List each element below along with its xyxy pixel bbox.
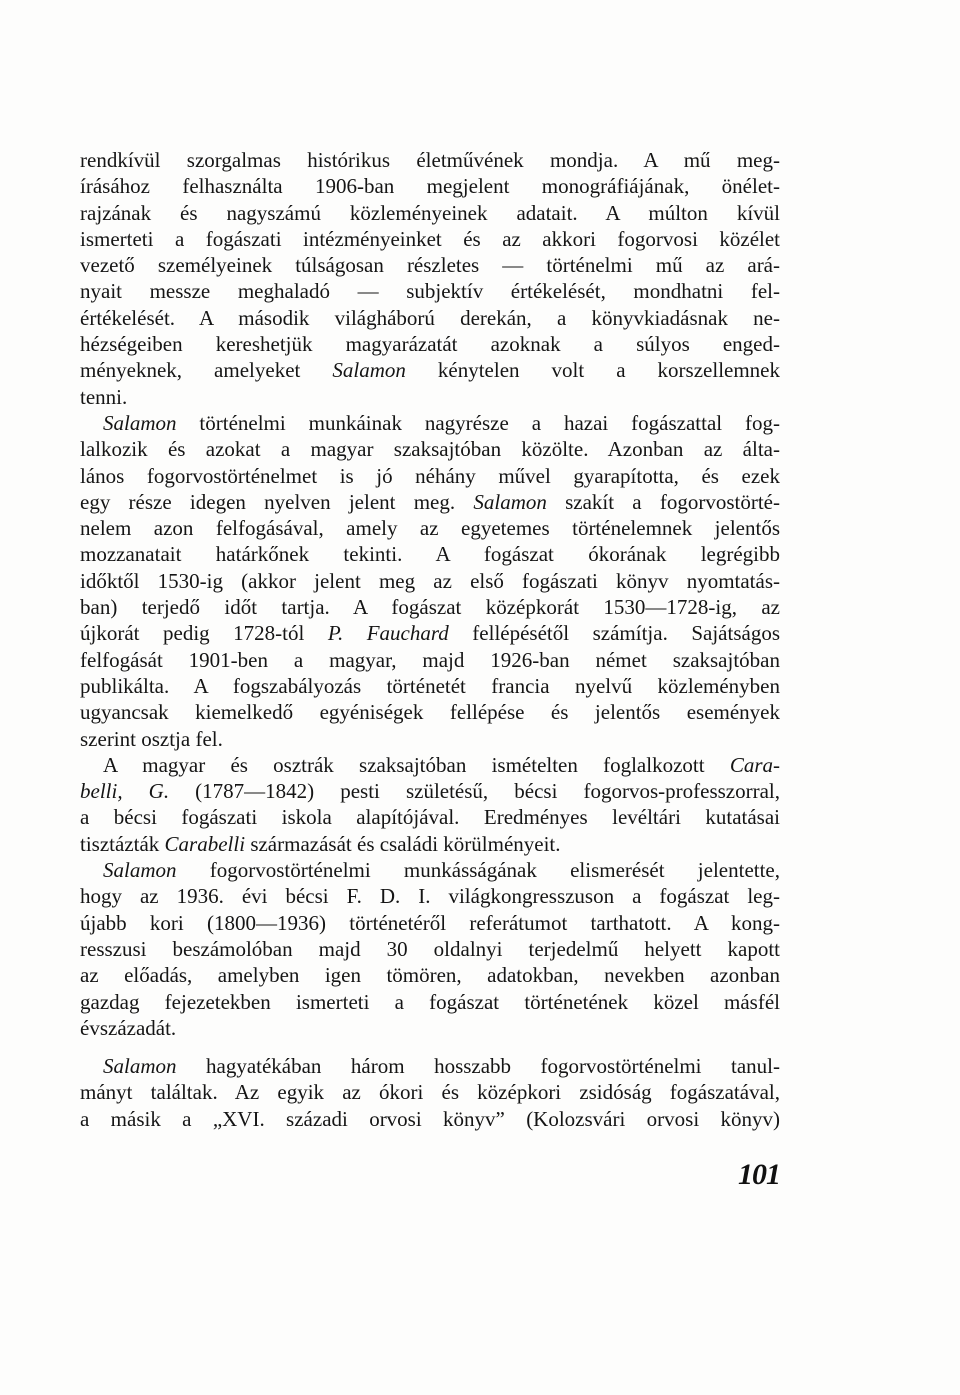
text-run: a másik a „XVI. századi orvosi könyv” (Kolozsvári orvosi könyv) <box>80 1106 780 1131</box>
italic-text-run: P. Fauchard <box>327 621 449 646</box>
text-run: újkorát pedig 1728-tól <box>80 621 328 646</box>
text-line <box>80 699 780 725</box>
text-line <box>80 410 780 436</box>
italic-text-run: Salamon <box>103 1054 177 1079</box>
text-run: tisztázták <box>80 831 165 856</box>
text-line <box>80 989 780 1015</box>
paragraph <box>80 752 780 857</box>
text-line <box>80 804 780 830</box>
text-run: egy része idegen nyelven jelent meg. <box>80 489 474 514</box>
text-run: rajzának és nagyszámú közleményeinek adatait. A múlton kívül <box>80 200 780 225</box>
text-run: lalkozik és azokat a magyar szaksajtóban közölte. Azonban az álta- <box>80 437 780 462</box>
text-run: A magyar és osztrák szaksajtóban ismételten foglalkozott <box>103 752 730 777</box>
text-line <box>80 515 780 541</box>
italic-text-run: Salamon <box>473 489 547 514</box>
text-run: fellépésétől számítja. Sajátságos <box>448 621 780 646</box>
text-run: lános fogorvostörténelmet is jó néhány művel gyarapította, és ezek <box>80 463 780 488</box>
text-line <box>80 647 780 673</box>
text-line <box>80 331 780 357</box>
text-line <box>80 463 780 489</box>
text-line <box>80 673 780 699</box>
text-line <box>80 752 780 778</box>
page-number: 101 <box>738 1158 780 1191</box>
text-run: értékelését. A második világháború derekán, a könyvkiadásnak ne- <box>80 305 780 330</box>
text-run: mozzanatait határkőnek tekinti. A fogászat ókorának legrégibb <box>80 542 780 567</box>
text-run: a bécsi fogászati iskola alapítójával. Eredményes levéltári kutatásai <box>80 805 780 830</box>
text-line <box>80 831 780 857</box>
text-line <box>80 568 780 594</box>
text-run: gazdag fejezetekben ismerteti a fogászat történetének közel másfél <box>80 989 780 1014</box>
text-line <box>80 489 780 515</box>
text-run: évszázadát. <box>80 1015 177 1040</box>
text-line <box>80 594 780 620</box>
text-line <box>80 384 780 410</box>
text-line <box>80 857 780 883</box>
page-body-text <box>80 147 780 1132</box>
text-line <box>80 305 780 331</box>
text-run: időktől 1530-ig (akkor jelent meg az első fogászati könyv nyomtatás- <box>80 568 780 593</box>
text-line <box>80 620 780 646</box>
text-line <box>80 910 780 936</box>
text-run: újabb kori (1800—1936) történetéről referátumot tarthatott. A kong- <box>80 910 780 935</box>
text-run: felfogását 1901-ben a magyar, majd 1926-ban német szaksajtóban <box>80 647 780 672</box>
text-line <box>80 778 780 804</box>
text-run: vezető személyeinek túlságosan részletes — történelmi mű az ará- <box>80 253 780 278</box>
text-line <box>80 1053 780 1079</box>
text-line <box>80 200 780 226</box>
text-run: ismerteti a fogászati intézményeinket és az akkori fogorvosi közélet <box>80 226 780 251</box>
text-line <box>80 541 780 567</box>
italic-text-run: Carabelli <box>164 831 246 856</box>
text-run: hogy az 1936. évi bécsi F. D. I. világkongresszuson a fogászat leg- <box>80 884 780 909</box>
text-line <box>80 226 780 252</box>
text-line <box>80 173 780 199</box>
italic-text-run: Salamon <box>103 858 177 883</box>
text-run: szakít a fogorvostörté- <box>546 489 780 514</box>
text-run: mányt találtak. Az egyik az ókori és középkori zsidóság fogászatával, <box>80 1080 780 1105</box>
text-run: kénytelen volt a korszellemnek <box>405 358 781 383</box>
text-line <box>80 357 780 383</box>
paragraph <box>80 410 780 752</box>
text-line <box>80 1106 780 1132</box>
text-run: ményeknek, amelyeket <box>80 358 333 383</box>
text-line <box>80 962 780 988</box>
text-run: történelmi munkáinak nagyrésze a hazai fogászattal fog- <box>176 410 780 435</box>
text-run: rendkívül szorgalmas histórikus életművének mondja. A mű meg- <box>80 148 780 172</box>
text-run: írásához felhasználta 1906-ban megjelent monográfiájának, önélet- <box>80 174 780 199</box>
text-line <box>80 252 780 278</box>
text-line <box>80 278 780 304</box>
text-run: ugyancsak kiemelkedő egyéniségek fellépése és jelentős események <box>80 700 780 725</box>
text-line <box>80 936 780 962</box>
italic-text-run: Salamon <box>332 358 406 383</box>
paragraph <box>80 1053 780 1132</box>
text-line <box>80 1079 780 1105</box>
text-run: fogorvostörténelmi munkásságának elismerését jelentette, <box>176 858 780 883</box>
text-run: hézségeiben kereshetjük magyarázatát azoknak a súlyos enged- <box>80 332 780 357</box>
text-run: származását és családi körülményeit. <box>245 831 561 856</box>
paragraph <box>80 147 780 410</box>
text-run: publikálta. A fogszabályozás történetét francia nyelvű közleményben <box>80 673 780 698</box>
text-line <box>80 1015 780 1041</box>
text-run: tenni. <box>80 384 128 409</box>
text-run: (1787—1842) pesti születésű, bécsi fogorvos-professzorral, <box>169 779 780 804</box>
text-line <box>80 147 780 173</box>
text-line <box>80 883 780 909</box>
paragraph <box>80 857 780 1041</box>
text-run: nelem azon felfogásával, amely az egyetemes történelemnek jelentős <box>80 516 780 541</box>
italic-text-run: Cara- <box>729 752 780 777</box>
text-run: hagyatékában három hosszabb fogorvostörténelmi tanul- <box>176 1054 780 1079</box>
text-run: resszusi beszámolóban majd 30 oldalnyi terjedelmű helyett kapott <box>80 936 780 961</box>
text-run: ban) terjedő időt tartja. A fogászat középkorát 1530—1728-ig, az <box>80 595 780 620</box>
text-run: az előadás, amelyben igen tömören, adatokban, nevekben azonban <box>80 963 780 988</box>
text-run: nyait messze meghaladó — subjektív értékelését, mondhatni fel- <box>80 279 780 304</box>
text-line <box>80 436 780 462</box>
text-line <box>80 726 780 752</box>
italic-text-run: belli, G. <box>80 779 170 804</box>
text-run: szerint osztja fel. <box>80 726 223 751</box>
italic-text-run: Salamon <box>103 410 177 435</box>
